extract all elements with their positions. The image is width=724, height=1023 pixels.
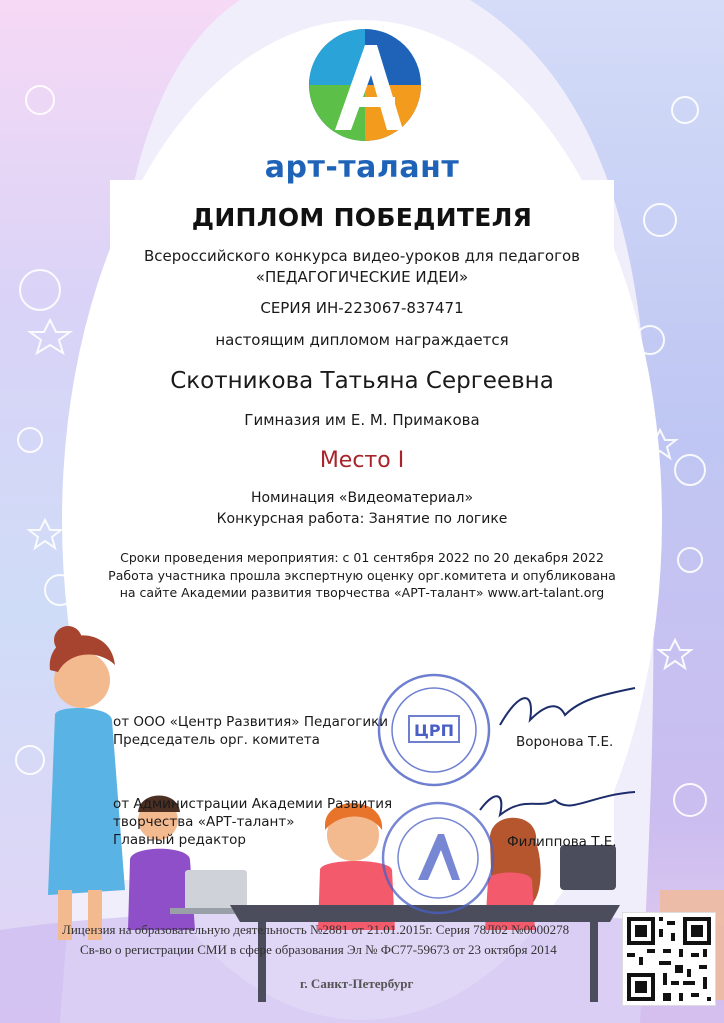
recipient-organization: Гимназия им Е. М. Примакова	[244, 411, 480, 429]
signatory-2-name: Филиппова Т.Е.	[507, 834, 617, 850]
review-line-2: на сайте Академии развития творчества «АРТ-талант» www.art-talant.org	[119, 585, 605, 600]
signatory-2-org: от Администрации Академии Развития	[113, 796, 393, 812]
qr-code-icon	[623, 913, 715, 1005]
signatory-2-org-cont: творчества «АРТ-талант»	[113, 814, 295, 830]
signatory-1-name: Воронова Т.Е.	[516, 734, 614, 750]
series-number: СЕРИЯ ИН-223067-837471	[260, 299, 464, 317]
organization-stamp	[376, 672, 492, 788]
nomination: Номинация «Видеоматериал»	[250, 490, 474, 506]
signature-voronova	[490, 680, 640, 740]
event-dates: Сроки проведения мероприятия: с 01 сентября 2022 по 20 декабря 2022	[120, 550, 604, 565]
logo	[295, 25, 435, 145]
contest-work: Конкурсная работа: Занятие по логике	[216, 511, 508, 527]
signature-filippova	[470, 780, 640, 835]
media-registration-text: Св-во о регистрации СМИ в сфере образования Эл № ФС77-59673 от 23 октября 2014	[80, 942, 557, 957]
recipient-name: Скотникова Татьяна Сергеевна	[170, 368, 554, 394]
qr-code	[622, 912, 716, 1006]
signatory-1-position: Председатель орг. комитета	[113, 732, 320, 748]
review-line-1: Работа участника прошла экспертную оценку орг.комитета и опубликована	[108, 568, 616, 583]
city: г. Санкт-Петербург	[300, 976, 414, 991]
place-award: Место I	[319, 448, 405, 473]
stamp-text: ЦРП	[414, 721, 454, 740]
contest-line-1: Всероссийского конкурса видео-уроков для педагогов	[144, 247, 580, 265]
logo-text: арт-талант	[264, 150, 460, 185]
diploma-title: ДИПЛОМ ПОБЕДИТЕЛЯ	[191, 203, 533, 232]
logo-icon	[295, 25, 435, 145]
signatory-2-position: Главный редактор	[113, 832, 246, 848]
contest-line-2: «ПЕДАГОГИЧЕСКИЕ ИДЕИ»	[255, 268, 469, 286]
awarded-text: настоящим дипломом награждается	[215, 331, 509, 349]
license-text: Лицензия на образовательную деятельность №2881 от 21.01.2015г. Серия 78Л02 №0000278	[62, 922, 570, 937]
signatory-1-org: от ООО «Центр Развития» Педагогики	[113, 714, 389, 730]
